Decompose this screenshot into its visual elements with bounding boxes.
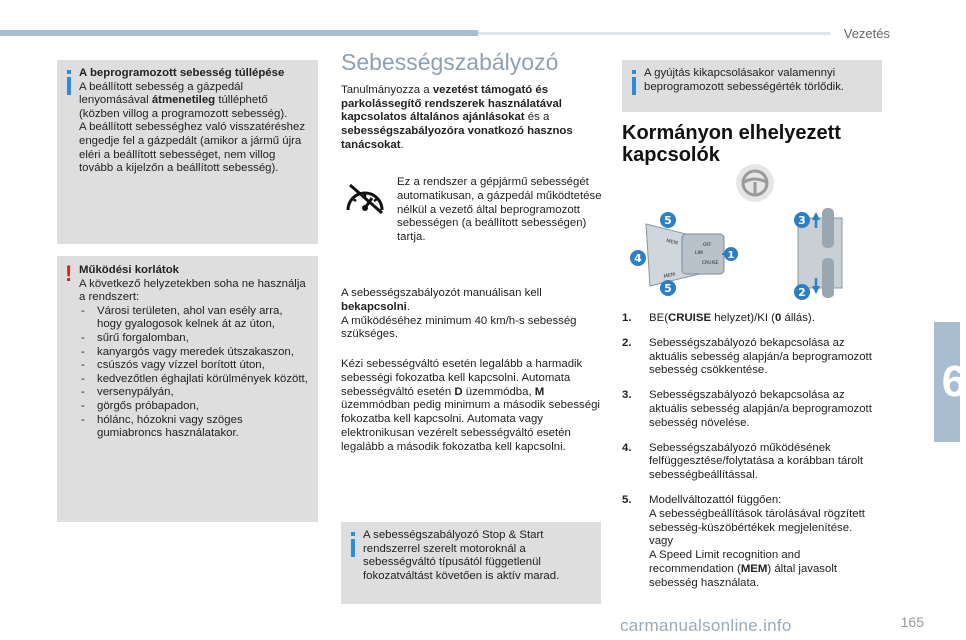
section-cruise-control <box>341 49 605 153</box>
system-description: Ez a rendszer a gépjármű sebességét automatikusan, a gázpedál működtetése nélkül a vezető által beprogramozott sebességen (a beállított sebességen) tartja. <box>397 176 602 244</box>
list-item: - kedvezőtlen éghajlati körülmények között, <box>79 373 310 387</box>
warning-icon: ! <box>65 261 73 286</box>
info-box-speed-exceed: A beprogramozott sebesség túllépése A beállított sebesség a gázpedál lenyomásával átmenetileg túlléphető (közben villog a programozott sebesség). A beállított sebességhez való visszatéréshez engedje fel a gázpedált (amikor a jármű újra eléri a beállított sebességet, nem villog tovább a kijelzőn a beállított sebesség). <box>57 60 318 244</box>
list-item: - versenypályán, <box>79 386 310 400</box>
box-title: Működési korlátok <box>79 264 180 276</box>
badge-2: 2 <box>798 286 806 299</box>
list-item: - Városi területen, ahol van esély arra, hogy gyalogosok kelnek át az úton, <box>79 305 310 332</box>
info-box-stop-start: A sebességszabályozó Stop & Start rendszerrel szerelt motoroknál a sebességváltó típusától függetlenül fokozatváltást követően is aktív marad. <box>341 522 601 604</box>
section-title: Sebességszabályozó <box>341 49 559 75</box>
badge-1: 1 <box>727 250 735 261</box>
info-icon <box>65 70 73 96</box>
page-number: 165 <box>900 614 924 630</box>
list-item: 2. Sebességszabályozó bekapcsolása az aktuális sebesség alapján/a beprogramozott sebesség csökkentése. <box>622 336 872 377</box>
list-item: - csúszós vagy vízzel borított úton, <box>79 359 310 373</box>
manual-activation-paragraph: A sebességszabályozót manuálisan kell bekapcsolni. A működéséhez minimum 40 km/h-s sebesség szükséges. <box>341 287 577 341</box>
limits-list <box>79 305 310 441</box>
warning-box-limits: ! Működési korlátok A következő helyzetekben soha ne használja a rendszert: - Városi területen, ahol van esély arra, hogy gyalogosok kelnek át az úton, - sűrű forgalomban, - kanyargós vagy meredek útszakaszon, - csúszós vagy vízzel borított úton, - kedvezőtlen éghajlati körülmények között, - versenypályán, - görgős próbapadon, - hólánc, hózokni vagy szöges gumiabroncs használatakor. <box>57 256 318 522</box>
list-item: 3. Sebességszabályozó bekapcsolása az aktuális sebesség alapján/a beprogramozott sebesség növelése. <box>622 389 872 429</box>
chapter-number: 6 <box>941 357 966 406</box>
mem-label: MEM <box>665 238 679 247</box>
off-label: OFF <box>703 243 712 248</box>
list-item: - sűrű forgalomban, <box>79 332 310 346</box>
list-item: - kanyargós vagy meredek útszakaszon, <box>79 346 310 360</box>
gear-paragraph: Kézi sebességváltó esetén legalább a harmadik sebességi fokozatba kell kapcsolni. Automata sebességváltó esetén D üzemmódba, M üzemmódban pedig minimum a második sebességi fokozatba kell kapcsolni. Automata vagy elektronikusan vezérelt sebességváltó esetén legalább a második fokozatba kell kapcsolni. <box>341 358 600 453</box>
list-item: 4. Sebességszabályozó működésének felfüggesztése/folytatása a korábban tárolt sebességbeállítással. <box>622 441 864 482</box>
list-item: 5. Modellváltozattól függően: A sebességbeállítások tárolásával rögzített sebesség-küszöbértékek megjelenítése. vagy A Speed Limit recognition and recommendation (MEM) által javasolt sebesség használata. <box>622 493 865 589</box>
cruise-label: CRUISE <box>702 261 719 266</box>
header-bar-light <box>478 32 830 35</box>
badge-3: 3 <box>798 214 806 227</box>
chapter-tab <box>934 322 966 442</box>
steering-wheel-icon <box>735 163 775 203</box>
intro-paragraph: Tanulmányozza a vezetést támogató és parkolássegítő rendszerek használatával kapcsolatos általános ajánlásokat és a sebességszabályozóra vonatkozó hasznos tanácsokat. <box>341 83 573 151</box>
info-icon <box>349 532 357 558</box>
info-box-ignition: A gyújtás kikapcsolásakor valamennyi beprogramozott sebességérték törlődik. <box>622 60 882 112</box>
mem-label-lower: MEM <box>663 271 676 280</box>
controls-list <box>622 312 882 602</box>
box-title: A beprogramozott sebesség túllépése <box>79 67 285 79</box>
steering-stalk-diagram <box>626 206 860 306</box>
speedometer-icon <box>344 182 386 216</box>
watermark: carmanualsonline.info <box>620 616 792 635</box>
list-item: - görgős próbapadon, <box>79 400 310 414</box>
list-item: - hólánc, hózokni vagy szöges gumiabroncs használatakor. <box>79 414 310 441</box>
header-bar <box>0 30 478 36</box>
badge-4: 4 <box>634 252 642 265</box>
list-item: 1. BE(CRUISE helyzet)/KI (0 állás). <box>622 312 815 324</box>
info-icon <box>630 70 638 96</box>
badge-5-bottom: 5 <box>664 282 672 295</box>
chapter-title: Vezetés <box>843 26 890 41</box>
controls-title: Kormányon elhelyezett kapcsolók <box>622 122 841 166</box>
badge-5-top: 5 <box>664 214 672 227</box>
lim-label: LIM <box>695 251 703 256</box>
